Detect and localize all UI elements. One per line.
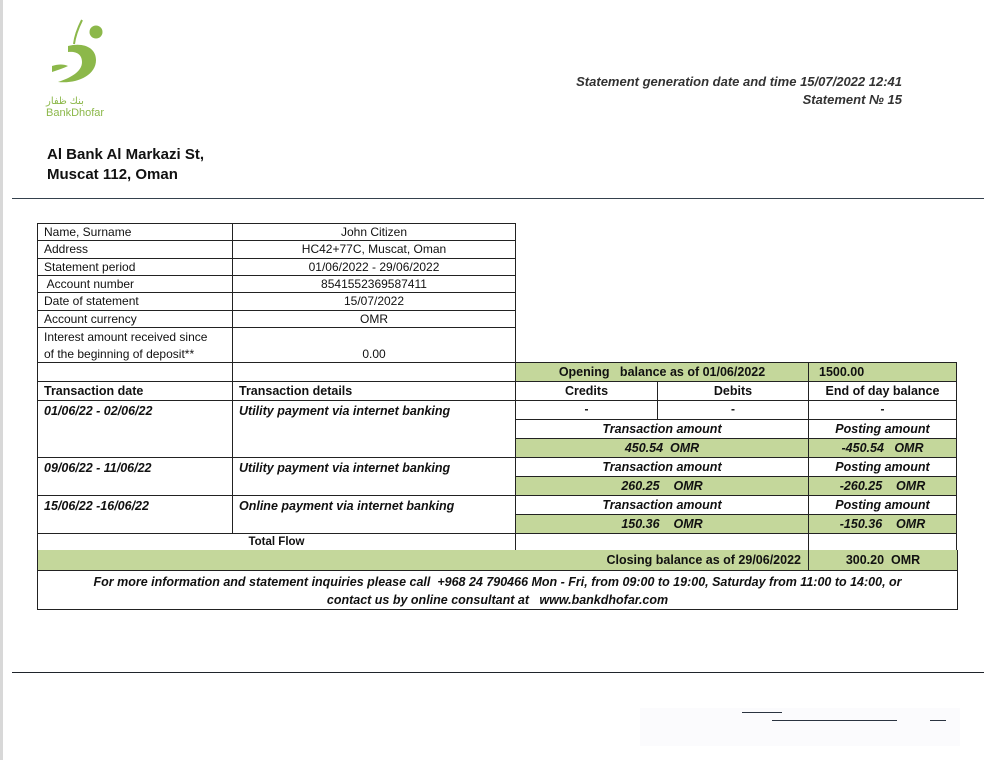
info-label-account-currency: Account currency (38, 311, 232, 328)
info-label-statement-period: Statement period (38, 259, 232, 276)
inquiry-footer-note (37, 570, 958, 610)
closing-balance-value: 300.20 OMR (845, 553, 921, 567)
info-value-account-number: 8541552369587411 (233, 276, 515, 293)
info-value-statement-period: 01/06/2022 - 29/06/2022 (233, 259, 515, 276)
header-transaction-date: Transaction date (37, 381, 233, 401)
header-transaction-details: Transaction details (232, 381, 516, 401)
header-debits: Debits (657, 381, 809, 401)
transaction-2-details: Utility payment via internet banking (232, 457, 516, 496)
inquiry-line-1: For more information and statement inquiries please call +968 24 790466 Mon - Fri, from 09:00 to 19:00, Saturday from 11:00 to 14:00, or (93, 575, 902, 589)
residual-line (930, 720, 946, 721)
transaction-3-date: 15/06/22 -16/06/22 (37, 495, 233, 534)
transaction-3-details: Online payment via internet banking (232, 495, 516, 534)
transaction-1-posting-label: Posting amount (808, 419, 957, 439)
transaction-2-amount-label: Transaction amount (515, 457, 809, 477)
opening-balance-label: Opening balance as of 01/06/2022 (515, 362, 809, 382)
header-credits: Credits (515, 381, 658, 401)
info-label-name: Name, Surname (38, 224, 232, 241)
total-flow-label: Total Flow (37, 533, 516, 551)
bottom-smudge (640, 708, 960, 746)
transaction-1-amount-label: Transaction amount (515, 419, 809, 439)
transaction-1-credits: - (515, 400, 658, 420)
opening-balance-value: 1500.00 (808, 362, 957, 382)
transaction-2-posting-label: Posting amount (808, 457, 957, 477)
info-value-interest: 0.00 (362, 347, 386, 361)
transaction-2-amount: 260.25 OMR (515, 476, 809, 496)
logo-english-text: BankDhofar (46, 107, 105, 119)
transaction-1-posting-amount: -450.54 OMR (808, 438, 957, 458)
info-label-interest-line2: of the beginning of deposit** (44, 347, 195, 361)
transaction-1-date: 01/06/22 - 02/06/22 (37, 400, 233, 458)
closing-balance-label: Closing balance as of 29/06/2022 (606, 553, 801, 567)
transaction-3-posting-amount: -150.36 OMR (808, 514, 957, 534)
statement-number: Statement № 15 (802, 92, 902, 107)
total-flow-amount (515, 533, 809, 551)
transaction-2-posting-amount: -260.25 OMR (808, 476, 957, 496)
bank-address-line2: Muscat 112, Oman (47, 166, 178, 183)
header-divider (12, 198, 984, 199)
transaction-1-amount: 450.54 OMR (515, 438, 809, 458)
transaction-3-posting-label: Posting amount (808, 495, 957, 515)
info-value-address: HC42+77C, Muscat, Oman (233, 241, 515, 259)
page-left-edge (0, 0, 3, 760)
info-value-date-of-statement: 15/07/2022 (233, 293, 515, 311)
transaction-1-debits: - (657, 400, 809, 420)
bank-address-line1: Al Bank Al Markazi St, (47, 146, 204, 163)
opening-row-empty-cell (37, 362, 233, 382)
transaction-1-eod-balance: - (808, 400, 957, 420)
info-label-date-of-statement: Date of statement (38, 293, 232, 311)
inquiry-line-2: contact us by online consultant at www.bankdhofar.com (326, 593, 669, 607)
logo-arabic-text: بنك ظفار (46, 96, 84, 107)
total-flow-posting (808, 533, 957, 551)
statement-meta (576, 73, 902, 109)
residual-line (772, 720, 897, 721)
footer-divider (12, 672, 984, 673)
transaction-3-amount-label: Transaction amount (515, 495, 809, 515)
transaction-1-details: Utility payment via internet banking (232, 400, 516, 458)
transaction-2-date: 09/06/22 - 11/06/22 (37, 457, 233, 496)
opening-row-empty-cell (232, 362, 516, 382)
statement-generation-datetime: Statement generation date and time 15/07/2022 12:41 (576, 74, 902, 89)
info-label-interest-line1: Interest amount received since (44, 330, 208, 344)
transaction-3-amount: 150.36 OMR (515, 514, 809, 534)
bank-logo (44, 18, 114, 120)
residual-line (742, 712, 782, 713)
info-label-address: Address (38, 241, 232, 259)
info-value-name: John Citizen (233, 224, 515, 241)
bank-dhofar-logo-icon (44, 18, 114, 96)
info-value-account-currency: OMR (233, 311, 515, 328)
header-end-of-day-balance: End of day balance (808, 381, 957, 401)
bank-address (47, 145, 204, 185)
info-label-account-number: Account number (38, 276, 232, 293)
